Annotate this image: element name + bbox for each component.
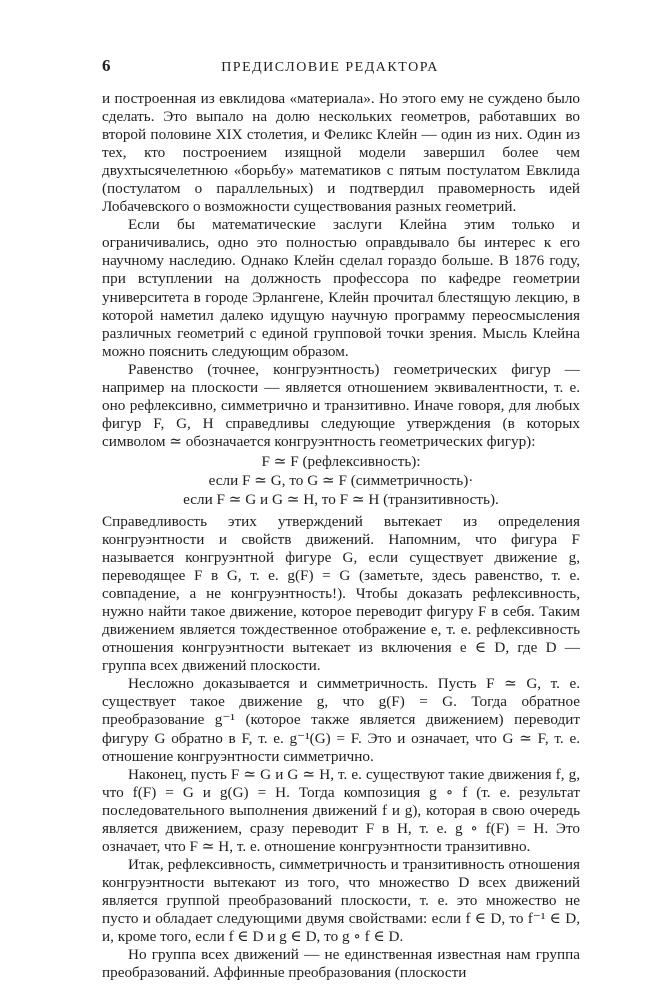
paragraph: и построенная из евклидова «материала». Но этого ему не суждено было сделать. Это выпало на долю нескольких геометров, работавших во второй половине XIX столетия, и Феликс Клейн — один из них. Один из тех, кто построением изящной модели завершил более чем двухтысячелетнюю «борьбу» математиков с пятым постулатом Евклида (постулатом о параллельных) и подтвердил правомерность идей Лобачевского о возможности существования разных геометрий. (102, 90, 580, 216)
congruence-formulas (102, 452, 580, 509)
paragraph: Несложно доказывается и симметричность. Пусть F ≃ G, т. е. существует такое движение g, что g(F) = G. Тогда обратное преобразование g⁻¹ (которое также является движением) переводит фигуру G обратно в F, т. е. g⁻¹(G) = F. Это и означает, что G ≃ F, т. е. отношение конгруэнтности симметрично. (102, 675, 580, 765)
paragraph: Итак, рефлексивность, симметричность и транзитивность отношения конгруэнтности вытекают из того, что множество D всех движений является группой преобразований плоскости, т. е. это множество не пусто и обладает следующими двумя свойствами: если f ∈ D, то f⁻¹ ∈ D, и, кроме того, если f ∈ D и g ∈ D, то g ∘ f ∈ D. (102, 855, 580, 946)
paragraph: Если бы математические заслуги Клейна этим только и ограничивались, одно это полностью оправдывало бы интерес к его научному наследию. Однако Клейн сделал гораздо больше. В 1876 году, при вступлении на должность профессора по кафедре геометрии университета в городе Эрлангене, Клейн прочитал блестящую лекцию, в которой наметил далеко идущую научную программу переосмысления различных геометрий с единой групповой точки зрения. Мысль Клейна можно пояснить следующим образом. (102, 216, 580, 360)
paragraph: Справедливость этих утверждений вытекает из определения конгруэнтности и свойств движений. Напомним, что фигура F называется конгруэнтной фигуре G, если существует движение g, переводящее F в G, т. е. g(F) = G (заметьте, здесь равенство, т. е. совпадение, а не конгруэнтность!). Чтобы доказать рефлексивность, нужно найти такое движение, которое переводит фигуру F в себя. Таким движением является тождественное отображение e, т. е. рефлексивность отношения конгруэнтности вытекает из включения e ∈ D, где D — группа всех движений плоскости. (102, 512, 580, 675)
formula-transitivity: если F ≃ G и G ≃ H, то F ≃ H (транзитивность). (183, 490, 499, 508)
paragraph: Равенство (точнее, конгруэнтность) геометрических фигур — например на плоскости — является отношением эквивалентности, т. е. оно рефлексивно, симметрично и транзитивно. Иначе говоря, для любых фигур F, G, H справедливы следующие утверждения (в которых символом ≃ обозначается конгруэнтность геометрических фигур): (102, 360, 580, 450)
paragraph: Наконец, пусть F ≃ G и G ≃ H, т. е. существуют такие движения f, g, что f(F) = G и g(G) = H. Тогда композиция g ∘ f (т. е. результат последовательного выполнения движений f и g), которая в свою очередь является движением, сразу переводит F в H, т. е. g ∘ f(F) = H. Это означает, что F ≃ H, т. е. отношение конгруэнтности транзитивно. (102, 765, 580, 855)
page-number: 6 (102, 56, 111, 75)
formula-reflexivity: F ≃ F (рефлексивность): (261, 452, 421, 470)
paragraph: Но группа всех движений — не единственная известная нам группа преобразований. Аффинные преобразования (плоскости (102, 946, 580, 982)
running-title: ПРЕДИСЛОВИЕ РЕДАКТОРА (221, 60, 439, 75)
page-body (102, 90, 580, 982)
formula-symmetry: если F ≃ G, то G ≃ F (симметричность)· (208, 471, 474, 489)
